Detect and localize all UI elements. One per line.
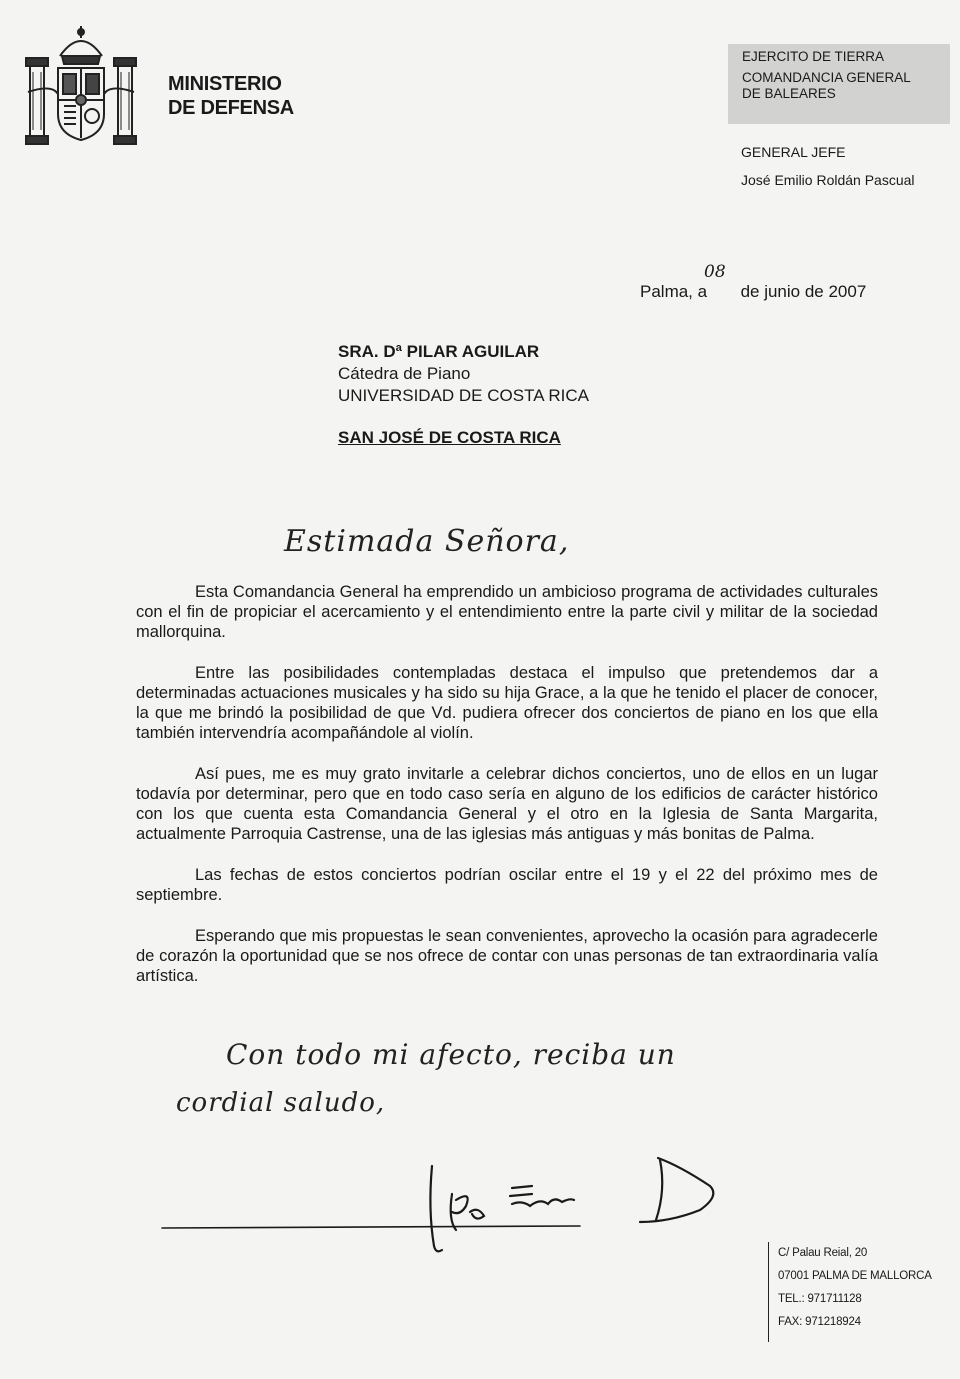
- address-fax: FAX: 971218924: [778, 1316, 861, 1328]
- body-paragraph-3: Así pues, me es muy grato invitarle a celebrar dichos conciertos, uno de ellos en un lugar todavía por determinar, pero que en todo caso sería en alguno de los edificios de carácter histórico con los que cuenta esta Comandancia General y el otro en la Iglesia de Santa Margarita, actualmente Parroquia Castrense, una de las iglesias más antiguas y más bonitas de Palma.: [136, 765, 878, 843]
- body-paragraph-5: Esperando que mis propuestas le sean convenientes, aprovecho la ocasión para agradecerle de corazón la oportunidad que se nos ofrece de contar con unas personas de tan extraordinaria valía artística.: [136, 927, 878, 985]
- closing-line-2: cordial saludo,: [176, 1088, 386, 1118]
- letter-date: [640, 262, 867, 302]
- body-paragraph-1: Esta Comandancia General ha emprendido un ambicioso programa de actividades culturales con el fin de propiciar el acercamiento y el entendimiento entre la parte civil y militar de la sociedad mallorquina.: [136, 583, 878, 641]
- unit-line-3: DE BALEARES: [742, 86, 836, 101]
- recipient-block: [338, 341, 589, 449]
- unit-line-1: EJERCITO DE TIERRA: [742, 49, 885, 64]
- recipient-institution: UNIVERSIDAD DE COSTA RICA: [338, 386, 589, 405]
- coat-of-arms-icon: [22, 22, 140, 150]
- sender-name: José Emilio Roldán Pascual: [741, 172, 915, 188]
- date-day-handwritten: 08: [704, 262, 726, 282]
- salutation-handwritten: Estimada Señora,: [284, 524, 570, 559]
- address-tel: TEL.: 971711128: [778, 1293, 862, 1305]
- recipient-name: SRA. Dª PILAR AGUILAR: [338, 342, 540, 361]
- date-prefix: Palma, a: [640, 282, 708, 301]
- sender-block: [741, 138, 915, 194]
- unit-box: [728, 44, 950, 124]
- body-paragraph-2: Entre las posibilidades contempladas destaca el impulso que pretendemos dar a determinadas actuaciones musicales y ha sido su hija Grace, a la que he tenido el placer de conocer, la que me brindó la posibilidad de que Vd. pudiera ofrecer dos conciertos de piano en los que ella también intervendría acompañándole al violín.: [136, 664, 878, 742]
- letter-body: [136, 582, 878, 1007]
- unit-line-2: COMANDANCIA GENERAL: [742, 70, 911, 85]
- closing-line-1: Con todo mi afecto, reciba un: [226, 1038, 676, 1071]
- recipient-city: SAN JOSÉ DE COSTA RICA: [338, 428, 561, 447]
- sender-position: GENERAL JEFE: [741, 144, 846, 160]
- ministry-line-2: DE DEFENSA: [168, 97, 294, 119]
- body-paragraph-4: Las fechas de estos conciertos podrían oscilar entre el 19 y el 22 del próximo mes de septiembre.: [136, 866, 878, 904]
- address-postal: 07001 PALMA DE MALLORCA: [778, 1270, 932, 1282]
- date-suffix: de junio de 2007: [740, 282, 867, 301]
- ministry-line-1: MINISTERIO: [168, 73, 282, 95]
- address-block: [768, 1242, 949, 1342]
- ministry-title: [168, 72, 294, 120]
- recipient-title: Cátedra de Piano: [338, 364, 471, 383]
- address-street: C/ Palau Reial, 20: [778, 1247, 868, 1259]
- signature-icon: [160, 1150, 740, 1260]
